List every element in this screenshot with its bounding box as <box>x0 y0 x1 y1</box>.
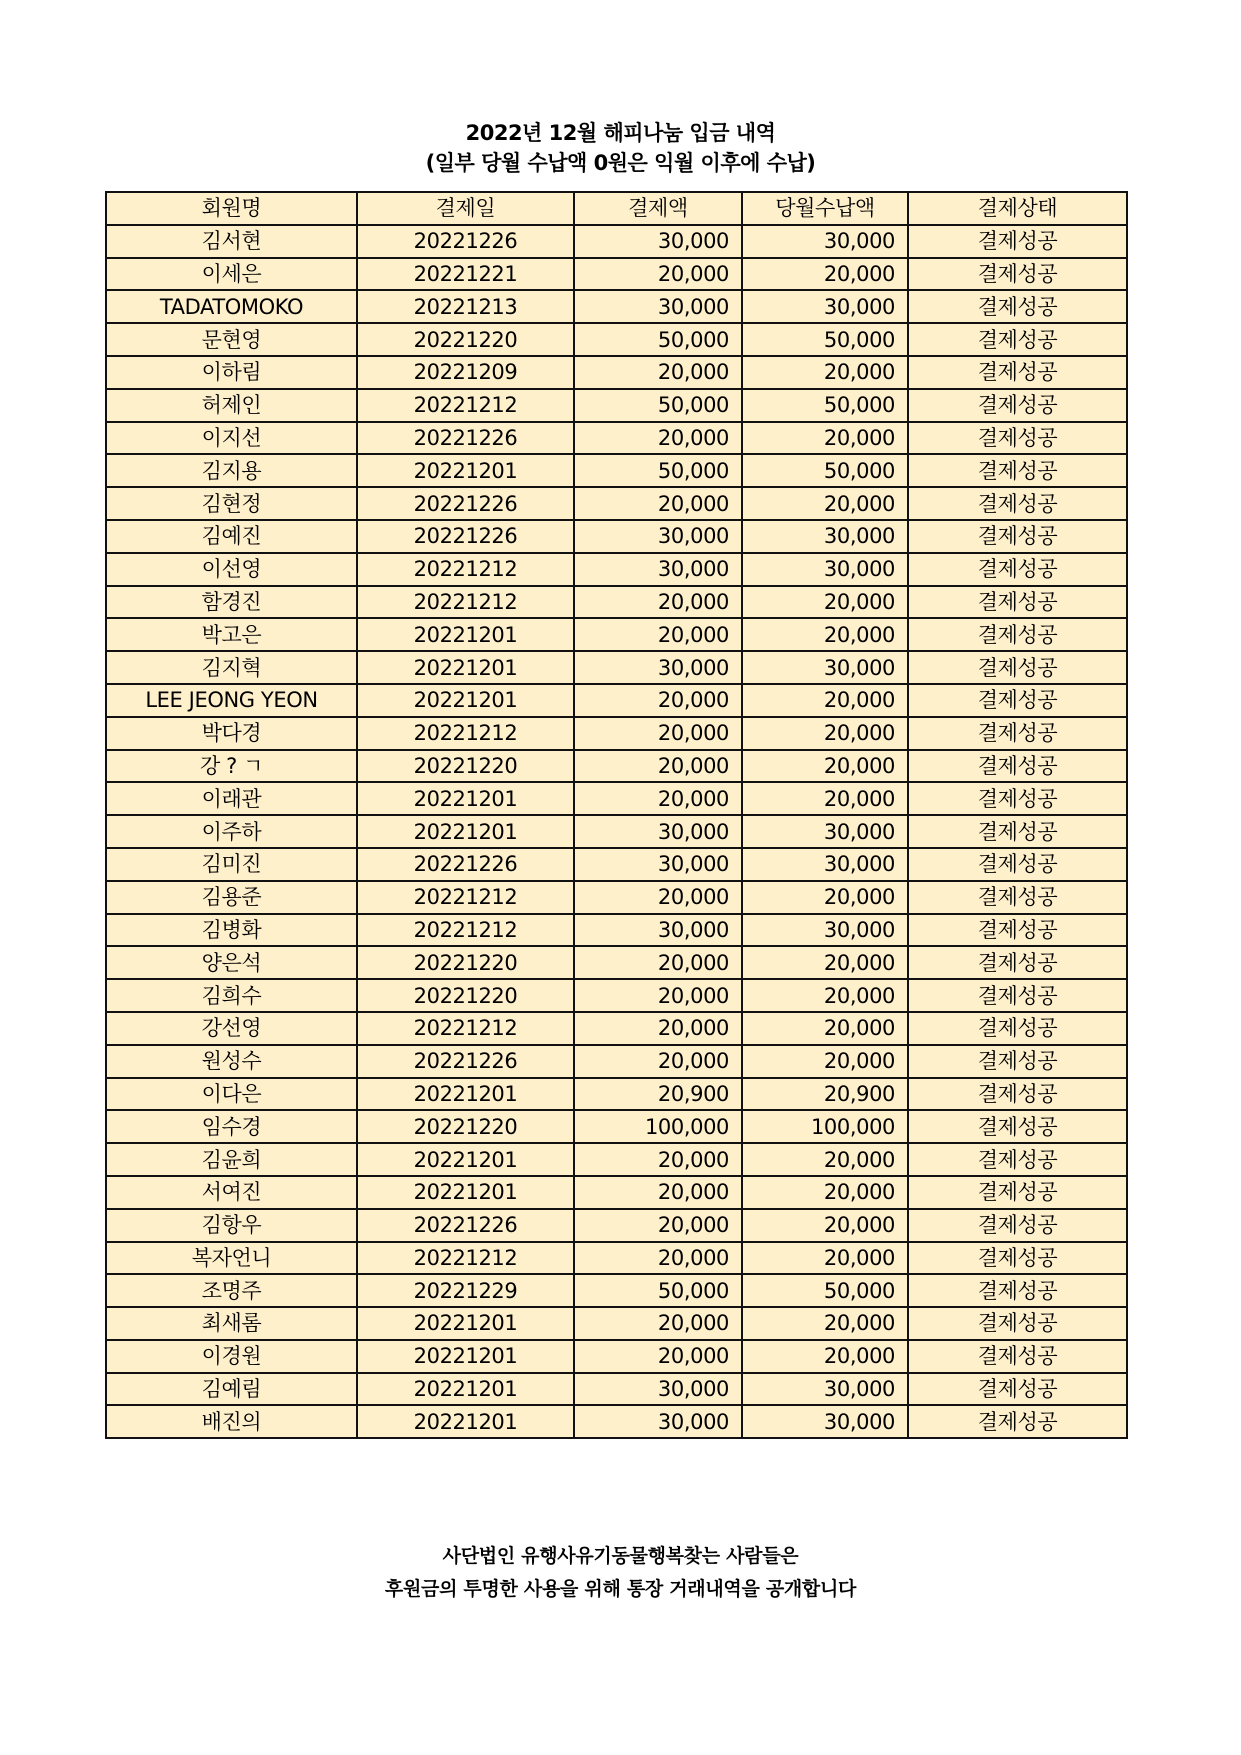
cell-payment-date: 20221220 <box>357 979 574 1012</box>
table-row <box>106 1078 1127 1111</box>
table-row <box>106 1307 1127 1340</box>
cell-payment-amount: 20,000 <box>574 750 742 783</box>
cell-member-name: 허제인 <box>106 389 357 422</box>
cell-received-amount: 30,000 <box>742 520 908 553</box>
cell-received-amount: 30,000 <box>742 651 908 684</box>
cell-payment-amount: 30,000 <box>574 651 742 684</box>
table-row <box>106 684 1127 717</box>
cell-member-name: 김미진 <box>106 848 357 881</box>
cell-payment-date: 20221220 <box>357 750 574 783</box>
cell-received-amount: 20,000 <box>742 1045 908 1078</box>
cell-payment-date: 20221220 <box>357 946 574 979</box>
cell-payment-date: 20221221 <box>357 258 574 291</box>
header-payment-status: 결제상태 <box>908 192 1127 225</box>
cell-member-name: 박다경 <box>106 717 357 750</box>
title-line-1: 2022년 12월 해피나눔 입금 내역 <box>465 121 776 145</box>
table-row <box>106 258 1127 291</box>
table-row <box>106 618 1127 651</box>
cell-payment-status: 결제성공 <box>908 750 1127 783</box>
cell-payment-amount: 50,000 <box>574 1274 742 1307</box>
cell-payment-date: 20221201 <box>357 1078 574 1111</box>
footer-line-2: 후원금의 투명한 사용을 위해 통장 거래내역을 공개합니다 <box>384 1578 857 1600</box>
cell-payment-status: 결제성공 <box>908 782 1127 815</box>
cell-member-name: 김지용 <box>106 454 357 487</box>
cell-received-amount: 20,000 <box>742 1143 908 1176</box>
table-row <box>106 651 1127 684</box>
cell-member-name: 김항우 <box>106 1209 357 1242</box>
cell-payment-status: 결제성공 <box>908 717 1127 750</box>
cell-payment-status: 결제성공 <box>908 1242 1127 1275</box>
cell-payment-date: 20221213 <box>357 290 574 323</box>
cell-payment-amount: 20,000 <box>574 717 742 750</box>
cell-payment-status: 결제성공 <box>908 1209 1127 1242</box>
cell-payment-status: 결제성공 <box>908 454 1127 487</box>
table-row <box>106 1405 1127 1438</box>
cell-payment-date: 20221201 <box>357 684 574 717</box>
cell-member-name: 이하림 <box>106 356 357 389</box>
cell-payment-amount: 20,000 <box>574 1176 742 1209</box>
cell-received-amount: 20,000 <box>742 979 908 1012</box>
cell-member-name: 문현영 <box>106 323 357 356</box>
cell-payment-date: 20221226 <box>357 520 574 553</box>
cell-received-amount: 30,000 <box>742 914 908 947</box>
cell-payment-date: 20221201 <box>357 1373 574 1406</box>
cell-payment-date: 20221201 <box>357 1340 574 1373</box>
cell-member-name: 이세은 <box>106 258 357 291</box>
cell-received-amount: 20,000 <box>742 1307 908 1340</box>
header-received-amount: 당월수납액 <box>742 192 908 225</box>
cell-payment-amount: 30,000 <box>574 848 742 881</box>
cell-received-amount: 20,000 <box>742 487 908 520</box>
cell-received-amount: 50,000 <box>742 1274 908 1307</box>
cell-member-name: 김병화 <box>106 914 357 947</box>
cell-received-amount: 20,000 <box>742 422 908 455</box>
cell-payment-amount: 30,000 <box>574 225 742 258</box>
table-row <box>106 454 1127 487</box>
cell-received-amount: 30,000 <box>742 1405 908 1438</box>
cell-received-amount: 50,000 <box>742 454 908 487</box>
cell-payment-amount: 50,000 <box>574 323 742 356</box>
header-payment-amount: 결제액 <box>574 192 742 225</box>
table-body <box>106 225 1127 1438</box>
table-row <box>106 750 1127 783</box>
cell-received-amount: 100,000 <box>742 1110 908 1143</box>
cell-payment-status: 결제성공 <box>908 356 1127 389</box>
cell-payment-amount: 30,000 <box>574 1373 742 1406</box>
cell-payment-status: 결제성공 <box>908 520 1127 553</box>
cell-received-amount: 20,900 <box>742 1078 908 1111</box>
cell-received-amount: 50,000 <box>742 389 908 422</box>
cell-payment-status: 결제성공 <box>908 258 1127 291</box>
cell-payment-status: 결제성공 <box>908 487 1127 520</box>
cell-payment-amount: 20,000 <box>574 979 742 1012</box>
cell-received-amount: 20,000 <box>742 946 908 979</box>
table-row <box>106 323 1127 356</box>
cell-payment-date: 20221212 <box>357 914 574 947</box>
table-row <box>106 553 1127 586</box>
cell-received-amount: 30,000 <box>742 1373 908 1406</box>
cell-member-name: 최새롬 <box>106 1307 357 1340</box>
cell-payment-date: 20221201 <box>357 1143 574 1176</box>
cell-payment-amount: 30,000 <box>574 553 742 586</box>
cell-payment-date: 20221220 <box>357 1110 574 1143</box>
cell-payment-status: 결제성공 <box>908 1110 1127 1143</box>
table-row <box>106 979 1127 1012</box>
cell-member-name: 원성수 <box>106 1045 357 1078</box>
cell-payment-amount: 20,000 <box>574 946 742 979</box>
cell-payment-date: 20221226 <box>357 1209 574 1242</box>
table-row <box>106 422 1127 455</box>
cell-member-name: 복자언니 <box>106 1242 357 1275</box>
cell-payment-status: 결제성공 <box>908 618 1127 651</box>
cell-payment-status: 결제성공 <box>908 1143 1127 1176</box>
cell-payment-status: 결제성공 <box>908 1012 1127 1045</box>
table-row <box>106 225 1127 258</box>
cell-payment-status: 결제성공 <box>908 1078 1127 1111</box>
cell-payment-status: 결제성공 <box>908 290 1127 323</box>
cell-member-name: 김서현 <box>106 225 357 258</box>
cell-member-name: 김지혁 <box>106 651 357 684</box>
cell-received-amount: 30,000 <box>742 848 908 881</box>
cell-received-amount: 20,000 <box>742 258 908 291</box>
cell-received-amount: 30,000 <box>742 290 908 323</box>
cell-member-name: 김예림 <box>106 1373 357 1406</box>
cell-received-amount: 20,000 <box>742 1340 908 1373</box>
table-row <box>106 1373 1127 1406</box>
cell-payment-status: 결제성공 <box>908 1176 1127 1209</box>
cell-payment-date: 20221212 <box>357 717 574 750</box>
table-row <box>106 487 1127 520</box>
cell-member-name: 이주하 <box>106 815 357 848</box>
cell-member-name: 강선영 <box>106 1012 357 1045</box>
cell-payment-date: 20221212 <box>357 1012 574 1045</box>
cell-received-amount: 20,000 <box>742 356 908 389</box>
cell-member-name: 조명주 <box>106 1274 357 1307</box>
cell-member-name: 김예진 <box>106 520 357 553</box>
cell-member-name: 이다은 <box>106 1078 357 1111</box>
cell-member-name: 김희수 <box>106 979 357 1012</box>
footer-note <box>0 1540 1241 1606</box>
table-header-row <box>106 192 1127 225</box>
cell-member-name: TADATOMOKO <box>106 290 357 323</box>
cell-payment-amount: 50,000 <box>574 454 742 487</box>
cell-payment-status: 결제성공 <box>908 881 1127 914</box>
title-line-2: (일부 당월 수납액 0원은 익월 이후에 수납) <box>425 151 816 175</box>
table-row <box>106 848 1127 881</box>
cell-payment-date: 20221226 <box>357 1045 574 1078</box>
cell-payment-status: 결제성공 <box>908 815 1127 848</box>
cell-payment-date: 20221201 <box>357 1176 574 1209</box>
table-row <box>106 1209 1127 1242</box>
cell-payment-status: 결제성공 <box>908 323 1127 356</box>
cell-payment-status: 결제성공 <box>908 1373 1127 1406</box>
table-row <box>106 1340 1127 1373</box>
cell-member-name: 이경원 <box>106 1340 357 1373</box>
cell-payment-amount: 20,000 <box>574 356 742 389</box>
cell-payment-status: 결제성공 <box>908 1274 1127 1307</box>
cell-member-name: 임수경 <box>106 1110 357 1143</box>
cell-payment-amount: 20,000 <box>574 618 742 651</box>
donation-table <box>105 191 1128 1439</box>
cell-payment-amount: 20,000 <box>574 586 742 619</box>
cell-payment-status: 결제성공 <box>908 1340 1127 1373</box>
cell-payment-amount: 20,000 <box>574 1045 742 1078</box>
table-row <box>106 1045 1127 1078</box>
cell-payment-status: 결제성공 <box>908 389 1127 422</box>
cell-payment-date: 20221226 <box>357 422 574 455</box>
cell-payment-date: 20221201 <box>357 1307 574 1340</box>
cell-payment-date: 20221226 <box>357 225 574 258</box>
cell-payment-amount: 20,000 <box>574 1340 742 1373</box>
cell-payment-date: 20221201 <box>357 815 574 848</box>
cell-payment-amount: 30,000 <box>574 1405 742 1438</box>
cell-received-amount: 20,000 <box>742 1209 908 1242</box>
cell-payment-amount: 20,000 <box>574 422 742 455</box>
cell-payment-status: 결제성공 <box>908 553 1127 586</box>
cell-payment-amount: 30,000 <box>574 815 742 848</box>
cell-payment-date: 20221212 <box>357 1242 574 1275</box>
cell-payment-status: 결제성공 <box>908 979 1127 1012</box>
cell-payment-amount: 20,000 <box>574 258 742 291</box>
cell-payment-amount: 50,000 <box>574 389 742 422</box>
cell-payment-date: 20221212 <box>357 881 574 914</box>
cell-received-amount: 20,000 <box>742 1176 908 1209</box>
cell-member-name: 박고은 <box>106 618 357 651</box>
cell-payment-amount: 20,900 <box>574 1078 742 1111</box>
cell-payment-date: 20221226 <box>357 848 574 881</box>
table-row <box>106 1242 1127 1275</box>
cell-member-name: 이지선 <box>106 422 357 455</box>
cell-received-amount: 30,000 <box>742 815 908 848</box>
cell-received-amount: 20,000 <box>742 750 908 783</box>
header-member-name: 회원명 <box>106 192 357 225</box>
cell-payment-amount: 30,000 <box>574 914 742 947</box>
cell-payment-date: 20221201 <box>357 454 574 487</box>
table-row <box>106 1143 1127 1176</box>
cell-received-amount: 20,000 <box>742 618 908 651</box>
cell-member-name: 이선영 <box>106 553 357 586</box>
table-row <box>106 1176 1127 1209</box>
cell-payment-amount: 20,000 <box>574 684 742 717</box>
cell-payment-date: 20221220 <box>357 323 574 356</box>
table-row <box>106 881 1127 914</box>
cell-payment-status: 결제성공 <box>908 684 1127 717</box>
cell-payment-status: 결제성공 <box>908 914 1127 947</box>
cell-payment-amount: 20,000 <box>574 1307 742 1340</box>
cell-payment-date: 20221201 <box>357 618 574 651</box>
table-row <box>106 356 1127 389</box>
cell-received-amount: 20,000 <box>742 782 908 815</box>
cell-received-amount: 20,000 <box>742 684 908 717</box>
table-row <box>106 586 1127 619</box>
table-row <box>106 520 1127 553</box>
cell-payment-date: 20221201 <box>357 782 574 815</box>
cell-payment-amount: 100,000 <box>574 1110 742 1143</box>
cell-payment-status: 결제성공 <box>908 1405 1127 1438</box>
cell-payment-amount: 20,000 <box>574 881 742 914</box>
table-row <box>106 1110 1127 1143</box>
cell-payment-date: 20221212 <box>357 586 574 619</box>
cell-payment-date: 20221212 <box>357 553 574 586</box>
cell-payment-status: 결제성공 <box>908 422 1127 455</box>
document-title <box>0 118 1241 178</box>
cell-payment-status: 결제성공 <box>908 848 1127 881</box>
table-row <box>106 290 1127 323</box>
cell-payment-amount: 20,000 <box>574 487 742 520</box>
footer-line-1: 사단법인 유행사유기동물행복찾는 사람들은 <box>442 1545 799 1567</box>
cell-member-name: LEE JEONG YEON <box>106 684 357 717</box>
cell-member-name: 김현정 <box>106 487 357 520</box>
cell-payment-amount: 20,000 <box>574 1143 742 1176</box>
cell-received-amount: 20,000 <box>742 717 908 750</box>
cell-payment-amount: 20,000 <box>574 1242 742 1275</box>
cell-payment-status: 결제성공 <box>908 651 1127 684</box>
cell-payment-status: 결제성공 <box>908 586 1127 619</box>
table-row <box>106 914 1127 947</box>
table-row <box>106 782 1127 815</box>
cell-member-name: 강 ? ㄱ <box>106 750 357 783</box>
cell-member-name: 서여진 <box>106 1176 357 1209</box>
cell-payment-date: 20221212 <box>357 389 574 422</box>
cell-payment-amount: 30,000 <box>574 290 742 323</box>
cell-payment-date: 20221201 <box>357 1405 574 1438</box>
cell-member-name: 이래관 <box>106 782 357 815</box>
cell-payment-status: 결제성공 <box>908 946 1127 979</box>
table-row <box>106 815 1127 848</box>
cell-member-name: 배진의 <box>106 1405 357 1438</box>
cell-received-amount: 20,000 <box>742 1242 908 1275</box>
table-row <box>106 717 1127 750</box>
table-row <box>106 1012 1127 1045</box>
cell-payment-date: 20221229 <box>357 1274 574 1307</box>
cell-member-name: 양은석 <box>106 946 357 979</box>
cell-payment-amount: 30,000 <box>574 520 742 553</box>
cell-received-amount: 50,000 <box>742 323 908 356</box>
cell-member-name: 김용준 <box>106 881 357 914</box>
cell-payment-date: 20221209 <box>357 356 574 389</box>
table-row <box>106 389 1127 422</box>
cell-received-amount: 20,000 <box>742 586 908 619</box>
cell-received-amount: 20,000 <box>742 1012 908 1045</box>
cell-received-amount: 20,000 <box>742 881 908 914</box>
cell-received-amount: 30,000 <box>742 225 908 258</box>
cell-payment-status: 결제성공 <box>908 1045 1127 1078</box>
cell-payment-amount: 20,000 <box>574 1209 742 1242</box>
cell-payment-status: 결제성공 <box>908 225 1127 258</box>
table-row <box>106 1274 1127 1307</box>
cell-received-amount: 30,000 <box>742 553 908 586</box>
cell-payment-amount: 20,000 <box>574 782 742 815</box>
cell-payment-amount: 20,000 <box>574 1012 742 1045</box>
cell-payment-date: 20221201 <box>357 651 574 684</box>
cell-payment-date: 20221226 <box>357 487 574 520</box>
header-payment-date: 결제일 <box>357 192 574 225</box>
cell-payment-status: 결제성공 <box>908 1307 1127 1340</box>
cell-member-name: 김윤희 <box>106 1143 357 1176</box>
cell-member-name: 함경진 <box>106 586 357 619</box>
table-row <box>106 946 1127 979</box>
